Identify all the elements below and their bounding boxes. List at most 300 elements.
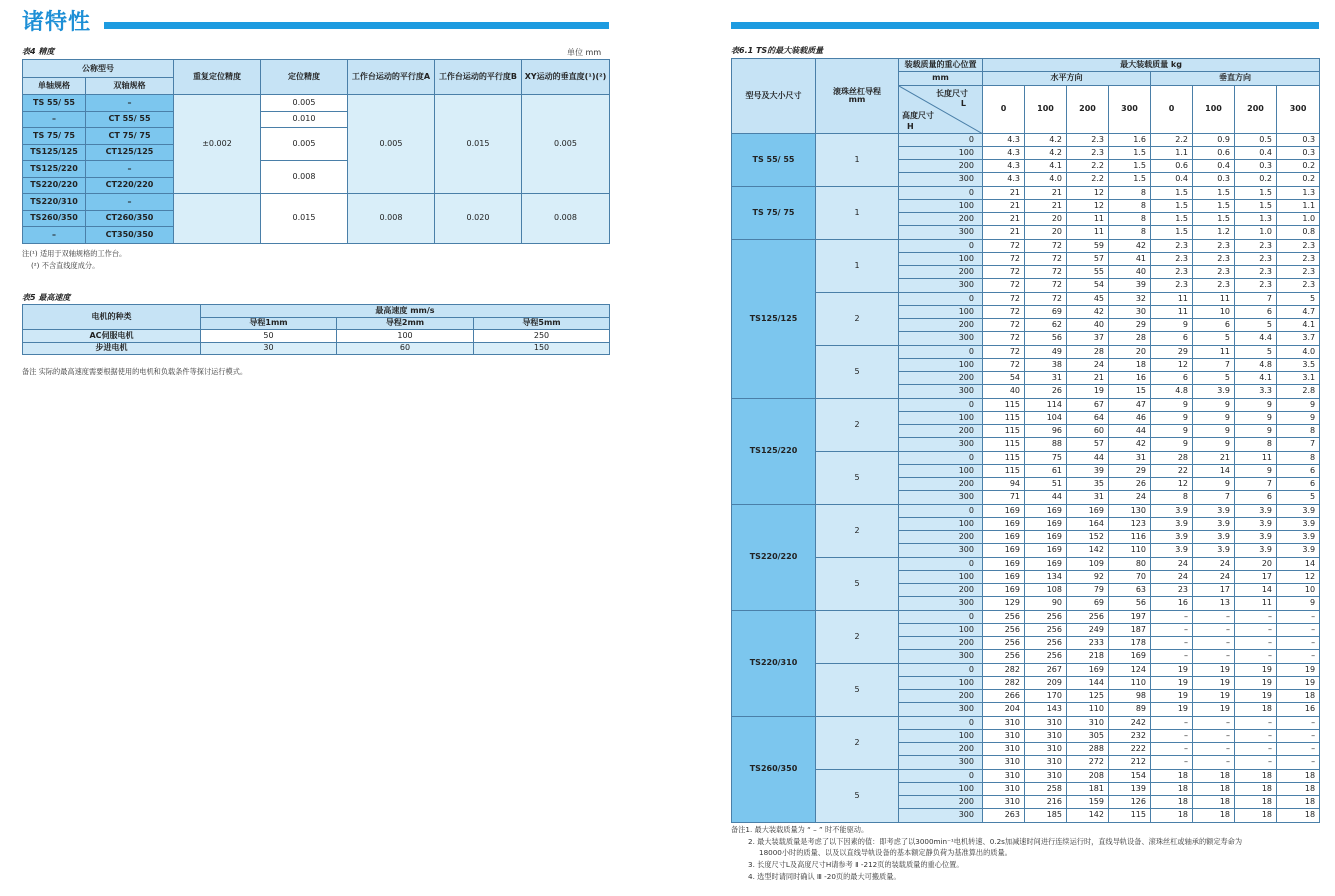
load-value: 18 — [1277, 809, 1320, 822]
load-value: 197 — [1109, 610, 1151, 623]
col-header: 300 — [1277, 85, 1320, 133]
load-row — [732, 557, 1320, 570]
load-value: 115 — [983, 425, 1025, 438]
load-value: 2.3 — [1235, 239, 1277, 252]
cog-height-cell: 0 — [899, 451, 983, 464]
load-value: 0.3 — [1235, 160, 1277, 173]
load-value: 2.3 — [1277, 239, 1320, 252]
load-value: 54 — [983, 372, 1025, 385]
speed-value: 30 — [201, 342, 337, 355]
load-value: 169 — [983, 544, 1025, 557]
load-value: 14 — [1277, 557, 1320, 570]
load-value: 310 — [1025, 716, 1067, 729]
load-value: 28 — [1151, 451, 1193, 464]
pos-value: 0.005 — [261, 128, 348, 161]
cog-height-cell: 200 — [899, 213, 983, 226]
load-value: 169 — [1109, 650, 1151, 663]
load-value: – — [1151, 756, 1193, 769]
cog-height-cell: 0 — [899, 557, 983, 570]
load-value: 28 — [1067, 345, 1109, 358]
load-value: 29 — [1151, 345, 1193, 358]
load-value: 72 — [983, 279, 1025, 292]
load-value: 116 — [1109, 531, 1151, 544]
cog-height-cell: 200 — [899, 319, 983, 332]
load-value: – — [1235, 610, 1277, 623]
load-value: 39 — [1109, 279, 1151, 292]
load-value: 9 — [1193, 425, 1235, 438]
load-value: 18 — [1277, 769, 1320, 782]
load-value: 94 — [983, 478, 1025, 491]
load-value: 51 — [1025, 478, 1067, 491]
load-value: – — [1193, 716, 1235, 729]
single-spec: TS 55/ 55 — [23, 95, 86, 112]
cog-height-cell: 0 — [899, 292, 983, 305]
single-spec: TS260/350 — [23, 210, 86, 227]
load-value: 216 — [1025, 796, 1067, 809]
load-value: 4.3 — [983, 173, 1025, 186]
load-value: 2.3 — [1235, 279, 1277, 292]
model-cell: TS 55/ 55 — [732, 133, 816, 186]
label-L: L — [960, 98, 966, 108]
load-value: 21 — [983, 213, 1025, 226]
load-value: 3.9 — [1277, 517, 1320, 530]
cog-height-cell: 0 — [899, 769, 983, 782]
load-value: 3.9 — [1277, 544, 1320, 557]
load-value: 79 — [1067, 584, 1109, 597]
load-value: 0.6 — [1151, 160, 1193, 173]
load-value: 47 — [1109, 398, 1151, 411]
cog-height-cell: 300 — [899, 226, 983, 239]
max-load-body — [732, 133, 1320, 822]
load-value: 305 — [1067, 729, 1109, 742]
load-value: 8 — [1109, 186, 1151, 199]
load-value: 169 — [1025, 517, 1067, 530]
load-row — [732, 769, 1320, 782]
single-spec: – — [23, 111, 86, 128]
load-value: 21 — [1067, 372, 1109, 385]
table6-note1: 备注1. 最大装载质量为 “ – ” 时不能驱动。 — [731, 825, 869, 834]
load-value: 92 — [1067, 570, 1109, 583]
load-value: 11 — [1193, 292, 1235, 305]
load-value: 1.5 — [1151, 226, 1193, 239]
table6-note3: 3. 长度尺寸L及高度尺寸H请参考 Ⅱ -212页的装载质量的重心位置。 — [748, 860, 964, 869]
load-value: 19 — [1277, 663, 1320, 676]
load-value: 44 — [1109, 425, 1151, 438]
load-value: 1.2 — [1193, 226, 1235, 239]
double-spec: CT220/220 — [86, 177, 174, 194]
model-cell: TS220/220 — [732, 504, 816, 610]
header-max: 最大装载质量 kg — [983, 59, 1320, 72]
cog-height-cell: 200 — [899, 796, 983, 809]
cog-height-cell: 200 — [899, 372, 983, 385]
cog-height-cell: 200 — [899, 160, 983, 173]
load-row — [732, 398, 1320, 411]
table6-note2-cont: 18000小时的质量、以及以直线导轨设备的基本额定静负荷为基准算出的质量。 — [759, 848, 1012, 857]
load-value: 134 — [1025, 570, 1067, 583]
load-value: 125 — [1067, 690, 1109, 703]
load-value: 4.3 — [983, 146, 1025, 159]
load-value: 4.4 — [1235, 332, 1277, 345]
load-value: 9 — [1151, 411, 1193, 424]
load-value: 40 — [1067, 319, 1109, 332]
load-value: 130 — [1109, 504, 1151, 517]
load-value: 2.3 — [1193, 239, 1235, 252]
load-value: 20 — [1235, 557, 1277, 570]
load-value: 2.3 — [1067, 133, 1109, 146]
pos-value: 0.010 — [261, 111, 348, 128]
load-value: 258 — [1025, 782, 1067, 795]
load-value: – — [1277, 637, 1320, 650]
lead-cell: 2 — [816, 716, 899, 769]
load-value: 0.6 — [1193, 146, 1235, 159]
load-row — [732, 292, 1320, 305]
speed-value: 100 — [337, 330, 474, 343]
load-value: 21 — [1025, 199, 1067, 212]
load-value: 142 — [1067, 809, 1109, 822]
load-value: 9 — [1193, 398, 1235, 411]
load-value: 9 — [1235, 398, 1277, 411]
load-value: 72 — [983, 358, 1025, 371]
load-value: 9 — [1277, 411, 1320, 424]
load-value: 310 — [983, 716, 1025, 729]
load-value: 233 — [1067, 637, 1109, 650]
load-value: 169 — [1067, 663, 1109, 676]
accuracy-table — [22, 59, 610, 244]
load-value: 19 — [1151, 676, 1193, 689]
lead-cell: 2 — [816, 292, 899, 345]
header-parA: 工作台运动的平行度A — [348, 60, 435, 95]
load-value: 89 — [1109, 703, 1151, 716]
speed-value: 150 — [474, 342, 610, 355]
load-value: 20 — [1025, 226, 1067, 239]
load-value: 20 — [1025, 213, 1067, 226]
motor-name: AC伺服电机 — [23, 330, 201, 343]
load-row — [732, 239, 1320, 252]
load-value: 159 — [1067, 796, 1109, 809]
load-value: 18 — [1235, 703, 1277, 716]
label-height: 高度尺寸 — [902, 110, 934, 120]
cog-height-cell: 300 — [899, 279, 983, 292]
pos-value: 0.008 — [261, 161, 348, 194]
load-value: 1.0 — [1277, 213, 1320, 226]
load-value: 8 — [1235, 438, 1277, 451]
load-value: 4.8 — [1151, 385, 1193, 398]
load-value: 21 — [1193, 451, 1235, 464]
load-value: 4.0 — [1025, 173, 1067, 186]
load-value: 1.5 — [1109, 146, 1151, 159]
load-value: 3.9 — [1277, 504, 1320, 517]
load-value: 23 — [1151, 584, 1193, 597]
load-row — [732, 610, 1320, 623]
load-value: 56 — [1109, 597, 1151, 610]
cog-height-cell: 300 — [899, 385, 983, 398]
header-repeat: 重复定位精度 — [174, 60, 261, 95]
load-value: 21 — [983, 186, 1025, 199]
load-value: 19 — [1235, 690, 1277, 703]
header-motor: 电机的种类 — [23, 305, 201, 330]
load-value: 9 — [1151, 319, 1193, 332]
load-value: 16 — [1151, 597, 1193, 610]
load-value: 6 — [1193, 319, 1235, 332]
load-value: – — [1193, 729, 1235, 742]
lead-cell: 5 — [816, 769, 899, 822]
header-lead-label: 滚珠丝杠导程 — [833, 86, 881, 96]
load-value: 18 — [1277, 690, 1320, 703]
load-value: 72 — [983, 239, 1025, 252]
load-value: 256 — [1025, 637, 1067, 650]
cog-height-cell: 200 — [899, 584, 983, 597]
double-spec: CT 55/ 55 — [86, 111, 174, 128]
load-value: 28 — [1109, 332, 1151, 345]
parB-value: 0.015 — [435, 95, 522, 194]
load-value: 3.9 — [1193, 385, 1235, 398]
load-value: 7 — [1235, 292, 1277, 305]
load-value: 1.6 — [1109, 133, 1151, 146]
load-value: – — [1193, 743, 1235, 756]
load-value: 5 — [1193, 372, 1235, 385]
load-value: 2.3 — [1151, 279, 1193, 292]
load-value: 18 — [1193, 809, 1235, 822]
load-value: 272 — [1067, 756, 1109, 769]
load-value: 21 — [983, 199, 1025, 212]
load-value: 18 — [1151, 769, 1193, 782]
load-row — [732, 716, 1320, 729]
load-value: 115 — [983, 451, 1025, 464]
header-speed: 最高速度 mm/s — [201, 305, 610, 318]
load-value: 42 — [1109, 239, 1151, 252]
load-value: – — [1235, 743, 1277, 756]
load-value: 44 — [1067, 451, 1109, 464]
load-value: 212 — [1109, 756, 1151, 769]
load-value: 14 — [1235, 584, 1277, 597]
load-value: 18 — [1151, 796, 1193, 809]
load-value: 46 — [1109, 411, 1151, 424]
load-value: 13 — [1193, 597, 1235, 610]
page-title: 诸特性 — [22, 10, 92, 35]
load-value: 2.3 — [1193, 279, 1235, 292]
load-value: 22 — [1151, 464, 1193, 477]
load-value: 9 — [1235, 411, 1277, 424]
load-value: 218 — [1067, 650, 1109, 663]
load-value: 123 — [1109, 517, 1151, 530]
load-value: 18 — [1151, 809, 1193, 822]
load-value: 1.3 — [1235, 213, 1277, 226]
load-value: 0.2 — [1277, 173, 1320, 186]
load-value: 6 — [1235, 305, 1277, 318]
load-value: 3.9 — [1193, 504, 1235, 517]
load-value: – — [1235, 623, 1277, 636]
load-value: 64 — [1067, 411, 1109, 424]
load-value: 3.9 — [1235, 531, 1277, 544]
load-value: 256 — [983, 637, 1025, 650]
load-value: 169 — [1067, 504, 1109, 517]
table4-note2: (²) 不含直线度成分。 — [31, 261, 100, 270]
load-value: 2.3 — [1151, 239, 1193, 252]
load-value: 11 — [1193, 345, 1235, 358]
lead-cell: 5 — [816, 663, 899, 716]
load-value: 0.2 — [1235, 173, 1277, 186]
cog-height-cell: 0 — [899, 133, 983, 146]
load-value: 9 — [1151, 398, 1193, 411]
load-value: 21 — [1025, 186, 1067, 199]
cog-height-cell: 300 — [899, 703, 983, 716]
load-value: 9 — [1193, 438, 1235, 451]
load-value: 44 — [1025, 491, 1067, 504]
load-value: 2.3 — [1235, 252, 1277, 265]
double-spec: CT 75/ 75 — [86, 128, 174, 145]
cog-height-cell: 300 — [899, 650, 983, 663]
load-value: 3.5 — [1277, 358, 1320, 371]
load-value: – — [1277, 610, 1320, 623]
load-value: 69 — [1067, 597, 1109, 610]
load-value: 18 — [1277, 782, 1320, 795]
cog-height-cell: 100 — [899, 517, 983, 530]
load-value: – — [1193, 623, 1235, 636]
header-lead — [816, 59, 899, 134]
load-value: 115 — [1109, 809, 1151, 822]
load-value: 126 — [1109, 796, 1151, 809]
load-value: 11 — [1235, 451, 1277, 464]
load-value: – — [1277, 729, 1320, 742]
lead-cell: 1 — [816, 186, 899, 239]
load-value: 63 — [1109, 584, 1151, 597]
load-value: 3.9 — [1193, 544, 1235, 557]
load-value: – — [1277, 650, 1320, 663]
load-value: 232 — [1109, 729, 1151, 742]
load-value: 169 — [983, 504, 1025, 517]
load-value: 8 — [1109, 226, 1151, 239]
model-cell: TS260/350 — [732, 716, 816, 822]
load-row — [732, 345, 1320, 358]
lead-cell: 1 — [816, 239, 899, 292]
load-value: 4.1 — [1025, 160, 1067, 173]
load-value: 10 — [1277, 584, 1320, 597]
load-value: 1.5 — [1109, 160, 1151, 173]
load-value: 0.5 — [1235, 133, 1277, 146]
load-value: 17 — [1193, 584, 1235, 597]
load-value: 164 — [1067, 517, 1109, 530]
cog-height-cell: 100 — [899, 464, 983, 477]
title-bar-right — [731, 22, 1319, 29]
load-value: 3.9 — [1151, 504, 1193, 517]
speed-value: 60 — [337, 342, 474, 355]
load-value: 256 — [983, 610, 1025, 623]
load-value: 18 — [1193, 782, 1235, 795]
load-value: 0.3 — [1277, 146, 1320, 159]
col-header: 100 — [1193, 85, 1235, 133]
load-value: 24 — [1067, 358, 1109, 371]
load-value: 24 — [1193, 557, 1235, 570]
load-value: 4.0 — [1277, 345, 1320, 358]
load-value: 6 — [1151, 332, 1193, 345]
cog-height-cell: 0 — [899, 239, 983, 252]
cog-height-cell: 100 — [899, 305, 983, 318]
cog-height-cell: 0 — [899, 716, 983, 729]
cog-height-cell: 100 — [899, 782, 983, 795]
col-header: 300 — [1109, 85, 1151, 133]
load-value: 204 — [983, 703, 1025, 716]
cog-height-cell: 300 — [899, 173, 983, 186]
cog-height-cell: 300 — [899, 491, 983, 504]
load-value: 31 — [1025, 372, 1067, 385]
load-value: – — [1235, 650, 1277, 663]
load-value: 8 — [1151, 491, 1193, 504]
speed-table — [22, 304, 610, 355]
load-value: 88 — [1025, 438, 1067, 451]
load-value: 3.7 — [1277, 332, 1320, 345]
load-value: 242 — [1109, 716, 1151, 729]
header-lead-unit: mm — [848, 94, 866, 104]
header-parB: 工作台运动的平行度B — [435, 60, 522, 95]
col-header: 0 — [983, 85, 1025, 133]
load-value: – — [1151, 743, 1193, 756]
load-value: 14 — [1193, 464, 1235, 477]
header-vertical: 垂直方向 — [1151, 72, 1320, 85]
load-value: 19 — [1193, 663, 1235, 676]
load-value: 19 — [1193, 676, 1235, 689]
load-value: 109 — [1067, 557, 1109, 570]
load-value: 209 — [1025, 676, 1067, 689]
load-value: 7 — [1235, 478, 1277, 491]
cog-height-cell: 200 — [899, 425, 983, 438]
model-cell: TS 75/ 75 — [732, 186, 816, 239]
max-load-table — [731, 58, 1320, 823]
load-row — [732, 504, 1320, 517]
cog-height-cell: 100 — [899, 411, 983, 424]
load-value: 4.2 — [1025, 133, 1067, 146]
load-value: 1.5 — [1193, 186, 1235, 199]
load-value: 12 — [1067, 199, 1109, 212]
load-value: 115 — [983, 438, 1025, 451]
load-value: 169 — [983, 557, 1025, 570]
load-value: 7 — [1193, 491, 1235, 504]
col-header: 200 — [1235, 85, 1277, 133]
load-value: 108 — [1025, 584, 1067, 597]
load-value: 1.1 — [1277, 199, 1320, 212]
load-value: 8 — [1277, 425, 1320, 438]
cog-height-cell: 200 — [899, 266, 983, 279]
load-value: 26 — [1025, 385, 1067, 398]
load-value: 11 — [1067, 226, 1109, 239]
load-value: 282 — [983, 676, 1025, 689]
load-value: 32 — [1109, 292, 1151, 305]
load-value: 26 — [1109, 478, 1151, 491]
load-value: – — [1235, 729, 1277, 742]
cog-height-cell: 300 — [899, 756, 983, 769]
load-value: 4.8 — [1235, 358, 1277, 371]
table6-note4: 4. 选型时请同时确认 Ⅲ -20页的最大可搬质量。 — [748, 872, 901, 881]
header-lead: 导程1mm — [201, 317, 337, 330]
single-spec: TS220/310 — [23, 194, 86, 211]
load-value: 256 — [1025, 623, 1067, 636]
load-value: 5 — [1277, 491, 1320, 504]
cog-height-cell: 300 — [899, 332, 983, 345]
load-value: 75 — [1025, 451, 1067, 464]
load-value: 2.3 — [1151, 252, 1193, 265]
load-value: 3.9 — [1151, 517, 1193, 530]
load-value: 115 — [983, 398, 1025, 411]
cog-height-cell: 300 — [899, 438, 983, 451]
load-value: 12 — [1277, 570, 1320, 583]
cog-height-cell: 100 — [899, 358, 983, 371]
load-value: 72 — [1025, 239, 1067, 252]
load-value: 8 — [1109, 213, 1151, 226]
load-value: 310 — [983, 743, 1025, 756]
load-value: 90 — [1025, 597, 1067, 610]
single-spec: TS125/220 — [23, 161, 86, 178]
load-value: 16 — [1277, 703, 1320, 716]
load-value: 2.3 — [1277, 279, 1320, 292]
